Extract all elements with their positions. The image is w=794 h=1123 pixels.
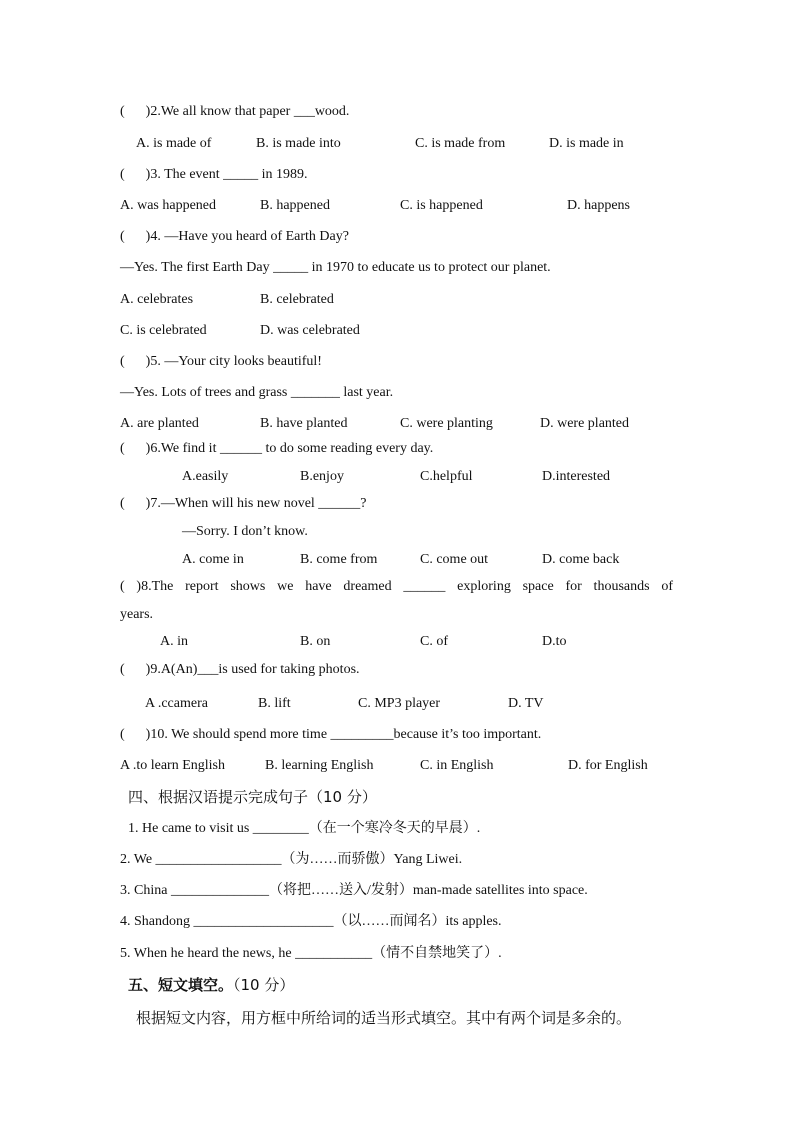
question-2-option-a: A. is made of (136, 136, 212, 151)
question-7-stem: ( )7.—When will his new novel ______? (120, 496, 367, 511)
section-4-item-1: 1. He came to visit us ________（在一个寒冷冬天的早晨）. (128, 821, 481, 836)
question-2-stem: ( )2.We all know that paper ___wood. (120, 104, 350, 119)
question-7-reply: —Sorry. I don’t know. (182, 524, 308, 539)
question-9-stem: ( )9.A(An)___is used for taking photos. (120, 662, 360, 677)
question-2-option-d: D. is made in (549, 136, 624, 151)
question-2-option-c: C. is made from (415, 136, 506, 151)
question-4-stem: ( )4. —Have you heard of Earth Day? (120, 229, 349, 244)
question-9-option-d: D. TV (508, 696, 544, 711)
section-4-item-5: 5. When he heard the news, he ___________（情不自禁地笑了）. (120, 946, 502, 961)
question-7-option-c: C. come out (420, 552, 489, 567)
question-8-stem-continued: years. (120, 607, 154, 622)
question-10-option-b: B. learning English (265, 758, 374, 773)
question-6-option-d: D.interested (542, 469, 611, 484)
question-8-stem: ( )8.The report shows we have dreamed ______ exploring space for thousands of (120, 579, 673, 594)
section-4-item-3: 3. China ______________（将把……送入/发射）man-made satellites into space. (120, 883, 588, 898)
section-4-item-4: 4. Shandong ____________________（以……而闻名）its apples. (120, 914, 502, 929)
question-3-option-c: C. is happened (400, 198, 483, 213)
question-7-option-a: A. come in (182, 552, 244, 567)
section-5-instruction: 根据短文内容，用方框中所给词的适当形式填空。其中有两个词是多余的。 (136, 1009, 632, 1027)
question-9-option-b: B. lift (258, 696, 291, 711)
question-3-option-d: D. happens (567, 198, 630, 213)
question-2-option-b: B. is made into (256, 136, 341, 151)
question-4-option-c: C. is celebrated (120, 323, 207, 338)
question-3-option-b: B. happened (260, 198, 330, 213)
question-6-option-a: A.easily (182, 469, 229, 484)
question-4-option-a: A. celebrates (120, 292, 194, 307)
section-4-heading: 四、根据汉语提示完成句子（10 分） (128, 788, 377, 806)
question-3-stem: ( )3. The event _____ in 1989. (120, 167, 308, 182)
question-9-option-c: C. MP3 player (358, 696, 441, 711)
question-6-stem: ( )6.We find it ______ to do some reading every day. (120, 441, 434, 456)
question-5-option-a: A. are planted (120, 416, 199, 431)
question-4-option-b: B. celebrated (260, 292, 334, 307)
section-5-heading-points: （10 分） (233, 976, 295, 994)
question-10-stem: ( )10. We should spend more time _________because it’s too important. (120, 727, 542, 742)
question-8-option-a: A. in (160, 634, 188, 649)
question-5-stem: ( )5. —Your city looks beautiful! (120, 354, 322, 369)
question-5-reply: —Yes. Lots of trees and grass _______ last year. (120, 385, 394, 400)
question-6-option-b: B.enjoy (300, 469, 344, 484)
question-10-option-d: D. for English (568, 758, 648, 773)
question-5-option-c: C. were planting (400, 416, 493, 431)
question-6-option-c: C.helpful (420, 469, 473, 484)
question-5-option-b: B. have planted (260, 416, 348, 431)
question-7-option-b: B. come from (300, 552, 378, 567)
question-10-option-a: A .to learn English (120, 758, 225, 773)
question-4-option-d: D. was celebrated (260, 323, 360, 338)
question-4-reply: —Yes. The first Earth Day _____ in 1970 to educate us to protect our planet. (120, 260, 551, 275)
section-5-heading (128, 976, 294, 994)
question-5-option-d: D. were planted (540, 416, 630, 431)
question-8-option-d: D.to (542, 634, 567, 649)
question-3-option-a: A. was happened (120, 198, 217, 213)
question-8-option-c: C. of (420, 634, 448, 649)
question-7-option-d: D. come back (542, 552, 620, 567)
question-8-option-b: B. on (300, 634, 331, 649)
section-4-item-2: 2. We __________________（为……而骄傲）Yang Liwei. (120, 852, 463, 867)
section-5-heading-title: 五、短文填空。 (128, 976, 234, 994)
question-10-option-c: C. in English (420, 758, 494, 773)
question-9-option-a: A .ccamera (145, 696, 208, 711)
